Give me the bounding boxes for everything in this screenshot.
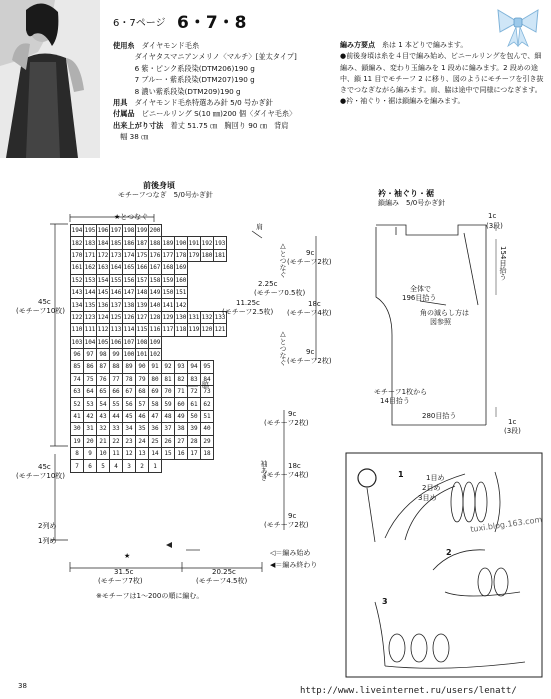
motif-cell: 55 <box>110 398 123 410</box>
motif-cell: 99 <box>110 348 123 360</box>
right-dim-motif: (モチーフ4枚) <box>264 471 309 479</box>
motif-cell: 176 <box>149 249 162 261</box>
right-dim-motif: (モチーフ4枚) <box>287 309 332 317</box>
motif-cell: 200 <box>149 225 162 237</box>
right-dim-cm: 18c <box>288 462 301 470</box>
side-label: 脇 <box>202 381 209 389</box>
legend-start: ◁＝編み始め <box>270 549 311 557</box>
motif-cell: 45 <box>123 410 136 422</box>
motif-cell: 70 <box>162 386 175 398</box>
motif-cell: 8 <box>71 448 84 460</box>
points-title: 編み方要点 <box>340 41 375 49</box>
motif-cell: 33 <box>110 423 123 435</box>
bottom-left-motif: (モチーフ7枚) <box>98 577 143 585</box>
right-dim-motif: (モチーフ2枚) <box>264 521 309 529</box>
motif-cell: 6 <box>84 460 97 472</box>
motif-cell: 68 <box>136 386 149 398</box>
motif-cell: 54 <box>97 398 110 410</box>
motif-cell: 101 <box>136 348 149 360</box>
motif-cell: 170 <box>71 249 84 261</box>
motif-cell: 82 <box>175 373 188 385</box>
motif-cell: 62 <box>201 398 214 410</box>
step-1-a: 1目め <box>426 474 445 482</box>
motif-cell: 73 <box>201 386 214 398</box>
right-dim-cm: 9c <box>288 512 297 520</box>
bottom-left-dim: 31.5c <box>114 568 134 576</box>
motif-cell: 116 <box>149 324 162 336</box>
motif-cell: 80 <box>149 373 162 385</box>
motif-cell: 9 <box>84 448 97 460</box>
motif-cell: 115 <box>136 324 149 336</box>
step-1-number: 1 <box>398 470 404 479</box>
watermark: tuxi.blog.163.com <box>469 515 543 534</box>
motif-cell: 74 <box>71 373 84 385</box>
right-dim-motif: (モチーフ0.5枚) <box>254 289 306 297</box>
hem-label: 280目拾う <box>422 412 457 420</box>
bottom-right-motif: (モチーフ4.5枚) <box>196 577 248 585</box>
motif-cell: 150 <box>162 286 175 298</box>
source-url[interactable]: http://www.liveinternet.ru/users/lenatt/ <box>300 686 517 696</box>
motif-cell: 106 <box>110 336 123 348</box>
motif-cell: 168 <box>162 262 175 274</box>
motif-cell: 117 <box>162 324 175 336</box>
corner-2: 図参照 <box>430 318 451 326</box>
motif-cell: 131 <box>188 311 201 323</box>
motif-cell: 123 <box>84 311 97 323</box>
motif-cell: 31 <box>84 423 97 435</box>
motif-cell: 87 <box>97 361 110 373</box>
motif-cell: 84 <box>201 373 214 385</box>
motif-cell: 173 <box>110 249 123 261</box>
motif-cell: 42 <box>84 410 97 422</box>
motif-cell: 37 <box>162 423 175 435</box>
motif-cell: 126 <box>123 311 136 323</box>
motif-cell: 134 <box>71 299 84 311</box>
body-chart-title: 前後身頃 <box>143 181 175 190</box>
motif-cell: 4 <box>110 460 123 472</box>
materials-row: 用具 ダイヤモンド毛糸特選あみ針 5/0 号かぎ針 <box>113 98 273 108</box>
motif-pick-2: 14目拾う <box>380 397 410 405</box>
motif-cell: 158 <box>149 274 162 286</box>
row2-label: 2列め <box>38 522 57 530</box>
motif-cell: 152 <box>71 274 84 286</box>
left-bottom-dim: 45c <box>38 463 51 471</box>
motif-cell: 23 <box>123 435 136 447</box>
motif-cell: 1 <box>149 460 162 472</box>
motif-cell: 52 <box>71 398 84 410</box>
materials-row: 幅 38 ㎝ <box>120 132 149 142</box>
motif-cell: 114 <box>123 324 136 336</box>
materials-row: 6 紫・ピンク系段染(DTM206)190 g <box>134 63 255 73</box>
model-photo <box>0 0 100 158</box>
motif-cell: 128 <box>149 311 162 323</box>
motif-cell: 100 <box>123 348 136 360</box>
right-dim-cm: 9c <box>306 249 315 257</box>
motif-cell: 3 <box>123 460 136 472</box>
motif-cell: 53 <box>84 398 97 410</box>
motif-cell: 57 <box>136 398 149 410</box>
motif-cell: 78 <box>123 373 136 385</box>
motif-cell: 49 <box>175 410 188 422</box>
row1-label: 1列め <box>38 537 57 545</box>
motif-cell: 138 <box>123 299 136 311</box>
body-total-2: 196目拾う <box>402 294 437 302</box>
motif-cell: 164 <box>110 262 123 274</box>
motif-cell: 192 <box>201 237 214 249</box>
motif-cell: 64 <box>84 386 97 398</box>
motif-cell: 86 <box>84 361 97 373</box>
motif-cell: 56 <box>123 398 136 410</box>
points-item: ●前後身頃は糸を４目で編み始め、ビニールリングを包んで、細編み、鎖編み、変わり玉編みを 1 段めに編みます。2 段めの途中、鎖 11 目でモチーフ 2 に移り、図のようにモチーフを引き抜きでつなぎながら編みます。肩、脇は途中で同様につなぎます。 <box>340 52 544 95</box>
body-total-1: 全体で <box>410 285 431 293</box>
join-mid-label: △とつなぐ <box>279 242 287 278</box>
motif-cell: 112 <box>97 324 110 336</box>
motif-cell: 118 <box>175 324 188 336</box>
motif-cell: 89 <box>123 361 136 373</box>
materials-row: ダイヤタスマニアンメリノ〈マルチ〉[並太タイプ] <box>134 52 297 62</box>
motif-cell: 188 <box>149 237 162 249</box>
motif-cell: 21 <box>97 435 110 447</box>
sleeve-mark: 袖あき <box>260 460 268 481</box>
motif-cell: 36 <box>149 423 162 435</box>
motif-cell: 113 <box>110 324 123 336</box>
neck-motif: (モチーフ2.5枚) <box>222 308 274 316</box>
motif-cell: 19 <box>71 435 84 447</box>
motif-cell: 141 <box>162 299 175 311</box>
motif-cell: 44 <box>110 410 123 422</box>
motif-cell: 125 <box>110 311 123 323</box>
step-2-number: 2 <box>446 548 452 557</box>
edging-subtitle: 鎖編み 5/0号かぎ針 <box>378 199 446 207</box>
motif-cell: 175 <box>136 249 149 261</box>
motif-cell: 5 <box>97 460 110 472</box>
armhole-label: 154目拾う <box>499 246 507 281</box>
join-mid-label: △とつなぐ <box>279 330 287 366</box>
motif-cell: 26 <box>162 435 175 447</box>
motif-cell: 43 <box>97 410 110 422</box>
motif-cell: 17 <box>188 448 201 460</box>
legend-end: ◀＝編み終わり <box>270 561 318 569</box>
motif-cell: 20 <box>84 435 97 447</box>
motif-cell: 91 <box>149 361 162 373</box>
right-dim-motif: (モチーフ2枚) <box>264 419 309 427</box>
motif-cell: 178 <box>175 249 188 261</box>
motif-cell: 169 <box>175 262 188 274</box>
motif-cell: 105 <box>97 336 110 348</box>
motif-cell: 189 <box>162 237 175 249</box>
motif-cell: 163 <box>97 262 110 274</box>
motif-cell: 48 <box>162 410 175 422</box>
motif-cell: 98 <box>97 348 110 360</box>
motif-cell: 88 <box>110 361 123 373</box>
motif-cell: 72 <box>188 386 201 398</box>
motif-cell: 195 <box>84 225 97 237</box>
points-block: 編み方要点 糸は 1 本どりで編みます。 ●前後身頃は糸を４目で編み始め、ビニールリングを包んで、細編み、鎖編み、変わり玉編みを 1 段めに編みます。2 段めの途中、鎖 11 目でモチーフ 2 に移り、図のようにモチーフを引き抜きでつなぎながら編みます。肩、脇は途中で同様につなぎます。 ●衿・袖ぐり・裾は鎖編みを編みます。 <box>340 40 548 108</box>
star-bottom-label: ★ <box>124 552 131 560</box>
motif-cell: 79 <box>136 373 149 385</box>
neck-dim: 11.25c <box>236 299 260 307</box>
points-item: ●衿・袖ぐり・裾は鎖編みを編みます。 <box>340 97 465 106</box>
motif-cell: 15 <box>162 448 175 460</box>
motif-cell: 13 <box>136 448 149 460</box>
hem-1c: 1c <box>508 418 517 426</box>
motif-cell: 10 <box>97 448 110 460</box>
motif-cell: 124 <box>97 311 110 323</box>
corner-1: 角の減らし方は <box>420 309 469 317</box>
materials-row: 出来上がり寸法 着丈 51.75 ㎝ 胸回り 90 ㎝ 背肩 <box>113 120 289 130</box>
motif-cell: 120 <box>201 324 214 336</box>
motif-cell: 85 <box>71 361 84 373</box>
stitch-illustration <box>345 452 545 680</box>
right-dim-motif: (モチーフ2枚) <box>287 357 332 365</box>
motif-cell: 187 <box>136 237 149 249</box>
motif-cell: 167 <box>149 262 162 274</box>
motif-cell: 107 <box>123 336 136 348</box>
materials-block <box>113 40 323 143</box>
motif-pick-1: モチーフ1枚から <box>374 388 428 396</box>
motif-cell: 35 <box>136 423 149 435</box>
motif-cell: 47 <box>149 410 162 422</box>
motif-cell: 185 <box>110 237 123 249</box>
motif-cell: 193 <box>214 237 227 249</box>
motif-cell: 182 <box>71 237 84 249</box>
motif-cell: 137 <box>110 299 123 311</box>
left-bottom-motif: (モチーフ10枚) <box>16 472 66 480</box>
motif-cell: 103 <box>71 336 84 348</box>
motif-cell: 151 <box>175 286 188 298</box>
motif-cell: 142 <box>175 299 188 311</box>
motif-cell: 76 <box>97 373 110 385</box>
motif-cell: 144 <box>84 286 97 298</box>
neck-rows: (3段) <box>486 222 503 230</box>
motif-cell: 181 <box>214 249 227 261</box>
motif-cell: 34 <box>123 423 136 435</box>
motif-cell: 11 <box>110 448 123 460</box>
motif-cell: 154 <box>97 274 110 286</box>
page-label: 6・7ページ <box>113 18 166 29</box>
motif-cell: 197 <box>110 225 123 237</box>
motif-cell: 166 <box>136 262 149 274</box>
neck-1c: 1c <box>488 212 497 220</box>
motif-cell: 146 <box>110 286 123 298</box>
motif-cell: 153 <box>84 274 97 286</box>
materials-row: 使用糸 ダイヤモンド毛糸 <box>113 41 200 50</box>
motif-cell: 172 <box>97 249 110 261</box>
motif-cell: 81 <box>162 373 175 385</box>
pattern-numbers: 6・7・8 <box>177 13 247 33</box>
motif-cell: 38 <box>175 423 188 435</box>
shoulder-label: 肩 <box>256 223 263 231</box>
motif-cell: 90 <box>136 361 149 373</box>
motif-cell: 7 <box>71 460 84 472</box>
motif-cell: 190 <box>175 237 188 249</box>
page-number: 38 <box>18 682 27 690</box>
motif-cell: 46 <box>136 410 149 422</box>
motif-cell: 32 <box>97 423 110 435</box>
motif-cell: 139 <box>136 299 149 311</box>
motif-cell: 25 <box>149 435 162 447</box>
footnote: ※モチーフは1～200の順に編む。 <box>96 592 204 600</box>
motif-cell: 40 <box>201 423 214 435</box>
motif-cell: 24 <box>136 435 149 447</box>
motif-cell: 162 <box>84 262 97 274</box>
motif-cell: 97 <box>84 348 97 360</box>
motif-cell: 148 <box>136 286 149 298</box>
motif-cell: 109 <box>149 336 162 348</box>
left-top-dim: 45c <box>38 298 51 306</box>
motif-cell: 104 <box>84 336 97 348</box>
motif-cell: 39 <box>188 423 201 435</box>
motif-cell: 63 <box>71 386 84 398</box>
motif-cell: 60 <box>175 398 188 410</box>
motif-cell: 127 <box>136 311 149 323</box>
motif-cell: 135 <box>84 299 97 311</box>
motif-cell: 69 <box>149 386 162 398</box>
motif-cell: 177 <box>162 249 175 261</box>
motif-cell: 58 <box>149 398 162 410</box>
edging-diagram <box>360 205 550 445</box>
motif-cell: 143 <box>71 286 84 298</box>
motif-cell: 145 <box>97 286 110 298</box>
motif-cell: 191 <box>188 237 201 249</box>
motif-cell: 122 <box>71 311 84 323</box>
motif-cell: 93 <box>175 361 188 373</box>
body-chart-subtitle: モチーフつなぎ 5/0号かぎ針 <box>118 191 213 199</box>
motif-cell: 18 <box>201 448 214 460</box>
right-dim-cm: 2.25c <box>258 280 278 288</box>
motif-cell: 129 <box>162 311 175 323</box>
motif-cell: 147 <box>123 286 136 298</box>
motif-cell: 12 <box>123 448 136 460</box>
motif-cell: 41 <box>71 410 84 422</box>
motif-cell: 75 <box>84 373 97 385</box>
motif-cell: 111 <box>84 324 97 336</box>
motif-cell: 159 <box>162 274 175 286</box>
left-top-motif: (モチーフ10枚) <box>16 307 66 315</box>
motif-cell: 110 <box>71 324 84 336</box>
motif-cell: 186 <box>123 237 136 249</box>
motif-cell: 198 <box>123 225 136 237</box>
motif-cell: 22 <box>110 435 123 447</box>
step-3-number: 3 <box>382 597 388 606</box>
motif-cell: 132 <box>201 311 214 323</box>
motif-cell: 121 <box>214 324 227 336</box>
motif-cell: 61 <box>188 398 201 410</box>
motif-cell: 77 <box>110 373 123 385</box>
motif-cell: 16 <box>175 448 188 460</box>
step-1-c: 3目め <box>418 494 437 502</box>
motif-cell: 130 <box>175 311 188 323</box>
motif-cell: 50 <box>188 410 201 422</box>
motif-cell: 174 <box>123 249 136 261</box>
motif-cell: 133 <box>214 311 227 323</box>
motif-cell: 149 <box>149 286 162 298</box>
motif-cell: 94 <box>188 361 201 373</box>
motif-cell: 83 <box>188 373 201 385</box>
motif-cell: 119 <box>188 324 201 336</box>
motif-cell: 2 <box>136 460 149 472</box>
motif-cell: 194 <box>71 225 84 237</box>
motif-cell: 27 <box>175 435 188 447</box>
motif-cell: 161 <box>71 262 84 274</box>
motif-cell: 160 <box>175 274 188 286</box>
motif-cell: 92 <box>162 361 175 373</box>
motif-cell: 156 <box>123 274 136 286</box>
motif-cell: 157 <box>136 274 149 286</box>
motif-cell: 29 <box>201 435 214 447</box>
motif-cell: 67 <box>123 386 136 398</box>
bottom-right-dim: 20.25c <box>212 568 236 576</box>
motif-cell: 199 <box>136 225 149 237</box>
right-dim-cm: 18c <box>308 300 321 308</box>
motif-cell: 179 <box>188 249 201 261</box>
motif-cell: 165 <box>123 262 136 274</box>
motif-cell: 183 <box>84 237 97 249</box>
edging-title: 衿・袖ぐり・裾 <box>378 189 434 198</box>
join-top-label: ★とつなぐ <box>114 213 149 221</box>
motif-cell: 140 <box>149 299 162 311</box>
materials-row: 付属品 ビニールリング S(10 ㎜)200 個〈ダイヤ毛糸〉 <box>113 109 297 119</box>
motif-cell: 30 <box>71 423 84 435</box>
motif-cell: 96 <box>71 348 84 360</box>
motif-cell: 155 <box>110 274 123 286</box>
motif-cell: 66 <box>110 386 123 398</box>
hem-rows: (3段) <box>504 427 521 435</box>
motif-cell: 14 <box>149 448 162 460</box>
motif-cell: 180 <box>201 249 214 261</box>
motif-cell: 184 <box>97 237 110 249</box>
motif-cell: 59 <box>162 398 175 410</box>
right-dim-cm: 9c <box>306 348 315 356</box>
motif-cell: 71 <box>175 386 188 398</box>
motif-cell: 108 <box>136 336 149 348</box>
motif-cell: 51 <box>201 410 214 422</box>
motif-cell: 171 <box>84 249 97 261</box>
step-1-b: 2目め <box>422 484 441 492</box>
motif-cell: 65 <box>97 386 110 398</box>
materials-row: 7 ブルー・紫系段染(DTM207)190 g <box>134 75 255 85</box>
materials-row: 8 濃い紫系段染(DTM209)190 g <box>134 86 241 96</box>
motif-cell: 28 <box>188 435 201 447</box>
motif-cell: 196 <box>97 225 110 237</box>
right-dim-cm: 9c <box>288 410 297 418</box>
right-dim-motif: (モチーフ2枚) <box>287 258 332 266</box>
motif-cell: 95 <box>201 361 214 373</box>
motif-cell: 102 <box>149 348 162 360</box>
motif-cell: 136 <box>97 299 110 311</box>
